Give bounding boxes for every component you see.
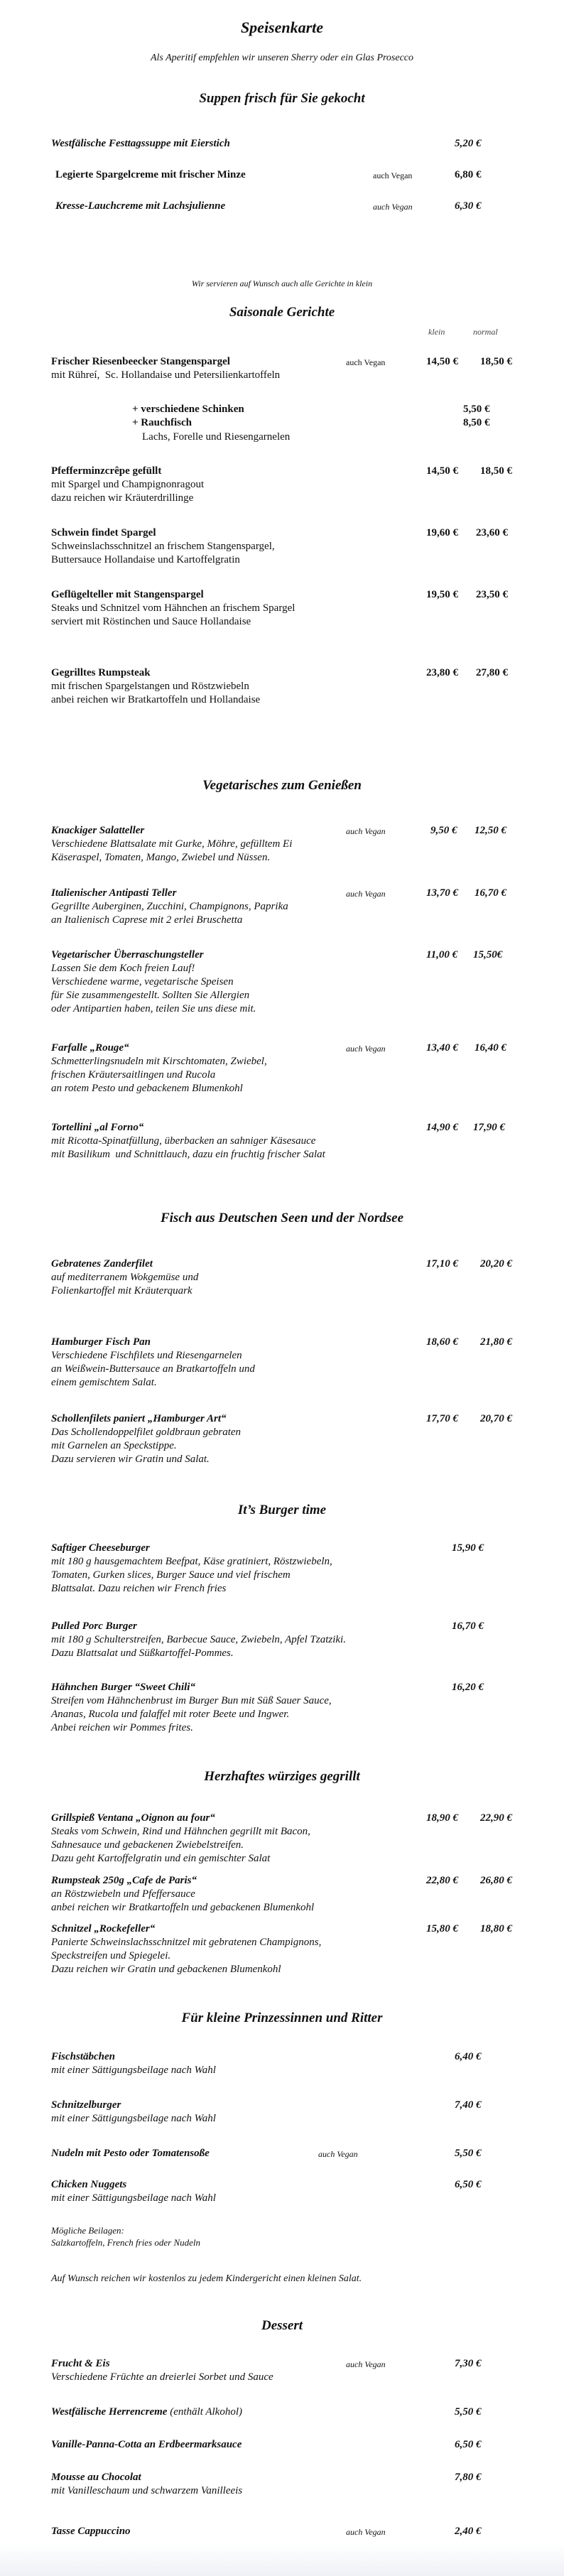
- item-name: Schwein findet Spargel: [51, 527, 156, 539]
- kids-sides: Mögliche Beilagen: Salzkartoffeln, French fries oder Nudeln: [51, 2225, 201, 2248]
- item-description: mit einer Sättigungsbeilage nach Wahl: [51, 2192, 216, 2204]
- item-description: mit einer Sättigungsbeilage nach Wahl: [51, 2113, 216, 2124]
- item-price: 5,50 €: [455, 2406, 482, 2418]
- item-name: Farfalle „Rouge“: [51, 1042, 129, 1054]
- item-name: Knackiger Salatteller: [51, 825, 145, 836]
- item-name: Schnitzel „Rockefeller“: [51, 1923, 156, 1934]
- item-price: 5,20 €: [455, 138, 482, 149]
- vegan-note: auch Vegan: [318, 2149, 358, 2159]
- item-name: Gegrilltes Rumpsteak: [51, 667, 151, 678]
- item-price-normal: 23,50 €: [476, 589, 508, 600]
- item-price: 6,80 €: [455, 169, 482, 180]
- item-price-small: 14,50 €: [426, 465, 458, 477]
- item-price: 15,90 €: [452, 1542, 484, 1554]
- item-description: mit Spargel und Champignonragout dazu reichen wir Kräuterdrillinge: [51, 479, 205, 504]
- item-description: Schmetterlingsnudeln mit Kirschtomaten, Zwiebel, frischen Kräutersaitlingen und Rucola an rotem Pesto und gebackenem Blumenkohl: [51, 1056, 267, 1094]
- item-description: Lassen Sie dem Koch freien Lauf! Verschiedene warme, vegetarische Speisen für Sie zusammengestellt. Sollten Sie Allergien oder Antipartien haben, teilen Sie uns diese mit.: [51, 963, 256, 1014]
- item-name: Fischstäbchen: [51, 2051, 116, 2062]
- item-price-small: 19,50 €: [426, 589, 458, 600]
- item-name: Frischer Riesenbeecker Stangenspargel: [51, 356, 230, 367]
- section-heading-soups: Suppen frisch für Sie gekocht: [199, 91, 365, 106]
- item-price-small: 15,80 €: [426, 1923, 458, 1934]
- item-name: Grillspieß Ventana „Oignon au four“: [51, 1812, 215, 1824]
- item-name: Saftiger Cheeseburger: [51, 1542, 150, 1554]
- item-price-normal: 16,70 €: [474, 887, 506, 899]
- item-description: Gegrillte Auberginen, Zucchini, Champignons, Paprika an Italienisch Caprese mit 2 erlei Bruschetta: [51, 901, 288, 926]
- item-description: Verschiedene Blattsalate mit Gurke, Möhre, gefülltem Ei Käseraspel, Tomaten, Mango, Zwiebel und Nüssen.: [51, 838, 293, 863]
- section-heading-seasonal: Saisonale Gerichte: [229, 305, 335, 320]
- item-name: Rumpsteak 250g „Cafe de Paris“: [51, 1875, 197, 1886]
- item-name: Hamburger Fisch Pan: [51, 1336, 151, 1348]
- item-name: Kresse-Lauchcreme mit Lachsjulienne: [55, 200, 226, 212]
- vegan-note: auch Vegan: [346, 889, 386, 899]
- item-price-normal: 20,20 €: [480, 1258, 512, 1270]
- item-name: Tortellini „al Forno“: [51, 1122, 144, 1133]
- item-price-small: 13,40 €: [426, 1042, 458, 1054]
- column-header-small: klein: [428, 327, 445, 337]
- item-name: [51, 2405, 242, 2418]
- item-description: Steaks und Schnitzel vom Hähnchen an frischem Spargel serviert mit Röstinchen und Sauce Hollandaise: [51, 602, 295, 627]
- item-price-normal: 17,90 €: [473, 1122, 505, 1133]
- item-name: Schnitzelburger: [51, 2099, 121, 2111]
- item-description: Schweinslachsschnitzel an frischem Stangenspargel, Buttersauce Hollandaise und Kartoffelgratin: [51, 541, 275, 565]
- vegan-note: auch Vegan: [346, 357, 386, 367]
- item-price: 16,70 €: [452, 1620, 484, 1632]
- kids-note: Auf Wunsch reichen wir kostenlos zu jedem Kindergericht einen kleinen Salat.: [51, 2273, 362, 2284]
- item-description: Verschiedene Fischfilets und Riesengarnelen an Weißwein-Buttersauce an Bratkartoffeln und einem gemischtem Salat.: [51, 1350, 255, 1388]
- item-description: mit Ricotta-Spinatfüllung, überbacken an sahniger Käsesauce mit Basilikum und Schnittlauch, dazu ein fruchtig frischer Salat: [51, 1135, 325, 1160]
- item-name-text: Westfälische Herrencreme: [51, 2406, 168, 2418]
- item-description: mit einer Sättigungsbeilage nach Wahl: [51, 2064, 216, 2076]
- section-heading-kids: Für kleine Prinzessinnen und Ritter: [181, 2011, 383, 2025]
- item-price-normal: 23,60 €: [476, 527, 508, 539]
- item-price-small: 14,90 €: [426, 1122, 458, 1133]
- item-price-small: 9,50 €: [430, 825, 457, 836]
- item-name-extra: (enthält Alkohol): [167, 2406, 242, 2418]
- addon-label: + Rauchfisch: [132, 417, 192, 428]
- item-name: Schollenfilets paniert „Hamburger Art“: [51, 1413, 227, 1424]
- item-description: Streifen vom Hähnchenbrust im Burger Bun mit Süß Sauer Sauce, Ananas, Rucola und falaffel mit roter Beete und Ingwer. Anbei reichen wir Pommes frites.: [51, 1695, 332, 1733]
- vegan-note: auch Vegan: [346, 1044, 386, 1054]
- page-bottom-shade: [0, 2543, 564, 2576]
- item-name: Vegetarischer Überraschungsteller: [51, 949, 204, 960]
- portion-note: Wir servieren auf Wunsch auch alle Gerichte in klein: [191, 278, 373, 288]
- item-price-normal: 18,50 €: [480, 465, 512, 477]
- item-name: Pfefferminzcrêpe gefüllt: [51, 465, 162, 477]
- item-description: mit frischen Spargelstangen und Röstzwiebeln anbei reichen wir Bratkartoffeln und Hollandaise: [51, 681, 261, 705]
- item-description: mit 180 g Schulterstreifen, Barbecue Sauce, Zwiebeln, Apfel Tzatziki. Dazu Blattsalat und Süßkartoffel-Pommes.: [51, 1634, 346, 1659]
- item-price-normal: 18,50 €: [480, 356, 512, 367]
- section-heading-vegetarian: Vegetarisches zum Genießen: [202, 778, 362, 793]
- item-price-small: 22,80 €: [426, 1875, 458, 1886]
- item-name: Tasse Cappuccino: [51, 2526, 131, 2537]
- item-price-normal: 21,80 €: [480, 1336, 512, 1348]
- vegan-note: auch Vegan: [373, 202, 413, 212]
- section-heading-fish: Fisch aus Deutschen Seen und der Nordsee: [160, 1211, 404, 1225]
- item-price-small: 17,70 €: [426, 1413, 458, 1424]
- item-name: Hähnchen Burger “Sweet Chili“: [51, 1682, 195, 1693]
- vegan-note: auch Vegan: [373, 171, 413, 180]
- section-heading-dessert: Dessert: [261, 2318, 303, 2333]
- item-name: Frucht & Eis: [51, 2358, 110, 2369]
- page-subtitle: Als Aperitif empfehlen wir unseren Sherry oder ein Glas Prosecco: [150, 53, 414, 63]
- item-name: Mousse au Chocolat: [51, 2472, 141, 2483]
- item-price-small: 19,60 €: [426, 527, 458, 539]
- item-description: Verschiedene Früchte an dreierlei Sorbet und Sauce: [51, 2371, 273, 2383]
- item-price-normal: 26,80 €: [480, 1875, 512, 1886]
- addon-label: + verschiedene Schinken: [132, 404, 244, 415]
- section-heading-grill: Herzhaftes würziges gegrillt: [204, 1769, 360, 1784]
- item-price: 7,40 €: [455, 2099, 482, 2111]
- item-name: Chicken Nuggets: [51, 2179, 127, 2190]
- item-price-normal: 15,50€: [473, 949, 503, 960]
- item-description: Panierte Schweinslachsschnitzel mit gebratenen Champignons, Speckstreifen und Spiegelei. Dazu reichen wir Gratin und gebackenen Blumenkohl: [51, 1937, 322, 1975]
- item-name: Geflügelteller mit Stangenspargel: [51, 589, 204, 600]
- item-price-small: 18,90 €: [426, 1812, 458, 1824]
- item-price-small: 23,80 €: [426, 667, 458, 678]
- vegan-note: auch Vegan: [346, 826, 386, 836]
- item-description: mit Rühreí, Sc. Hollandaise und Petersilienkartoffeln: [51, 369, 281, 381]
- item-name: Westfälische Festtagssuppe mit Eierstich: [51, 138, 230, 149]
- item-price-normal: 22,90 €: [480, 1812, 512, 1824]
- item-description: Steaks vom Schwein, Rind und Hähnchen gegrillt mit Bacon, Sahnesauce und gebackenen Zwiebelstreifen. Dazu geht Kartoffelgratin und ein gemischter Salat: [51, 1826, 310, 1864]
- addon-description: Lachs, Forelle und Riesengarnelen: [142, 431, 291, 443]
- item-price-small: 11,00 €: [426, 949, 458, 960]
- section-heading-burger: It’s Burger time: [237, 1503, 327, 1517]
- vegan-note: auch Vegan: [346, 2527, 386, 2537]
- item-price: 6,50 €: [455, 2439, 482, 2450]
- item-price-small: 17,10 €: [426, 1258, 458, 1270]
- item-price: 16,20 €: [452, 1682, 484, 1693]
- page-title: Speisenkarte: [240, 18, 324, 36]
- item-description: Das Schollendoppelfilet goldbraun gebraten mit Garnelen an Speckstippe. Dazu servieren wir Gratin und Salat.: [51, 1427, 242, 1465]
- column-header-normal: normal: [473, 327, 498, 337]
- item-price: 7,80 €: [455, 2472, 482, 2483]
- item-price: 6,50 €: [455, 2179, 482, 2190]
- item-price-normal: 27,80 €: [476, 667, 508, 678]
- item-price: 6,30 €: [455, 200, 482, 212]
- item-description: auf mediterranem Wokgemüse und Folienkartoffel mit Kräuterquark: [51, 1272, 199, 1297]
- item-name: Legierte Spargelcreme mit frischer Minze: [55, 169, 246, 180]
- item-name: Pulled Porc Burger: [51, 1620, 137, 1632]
- item-price-small: 13,70 €: [426, 887, 458, 899]
- item-description: an Röstzwiebeln und Pfeffersauce anbei reichen wir Bratkartoffeln und gebackenen Blumenkohl: [51, 1888, 315, 1913]
- item-price: 5,50 €: [455, 2148, 482, 2159]
- item-name: Vanille-Panna-Cotta an Erdbeermarksauce: [51, 2439, 242, 2450]
- item-price: 7,30 €: [455, 2358, 482, 2369]
- item-name: Italienischer Antipasti Teller: [51, 887, 177, 899]
- addon-price: 8,50 €: [463, 417, 490, 428]
- item-name: Nudeln mit Pesto oder Tomatensoße: [51, 2148, 210, 2159]
- item-price-small: 18,60 €: [426, 1336, 458, 1348]
- item-name: Gebratenes Zanderfilet: [51, 1258, 153, 1270]
- item-description: mit Vanilleschaum und schwarzem Vanilleeis: [51, 2485, 243, 2496]
- item-price-small: 14,50 €: [426, 356, 458, 367]
- item-price: 2,40 €: [455, 2526, 482, 2537]
- item-description: mit 180 g hausgemachtem Beefpat, Käse gratiniert, Röstzwiebeln, Tomaten, Gurken slices, Burger Sauce und viel frischem Blattsalat. Dazu reichen wir French fries: [51, 1556, 332, 1594]
- item-price-normal: 18,80 €: [480, 1923, 512, 1934]
- addon-price: 5,50 €: [463, 404, 490, 415]
- vegan-note: auch Vegan: [346, 2359, 386, 2369]
- item-price-normal: 20,70 €: [480, 1413, 512, 1424]
- item-price-normal: 16,40 €: [474, 1042, 506, 1054]
- item-price-normal: 12,50 €: [474, 825, 506, 836]
- item-price: 6,40 €: [455, 2051, 482, 2062]
